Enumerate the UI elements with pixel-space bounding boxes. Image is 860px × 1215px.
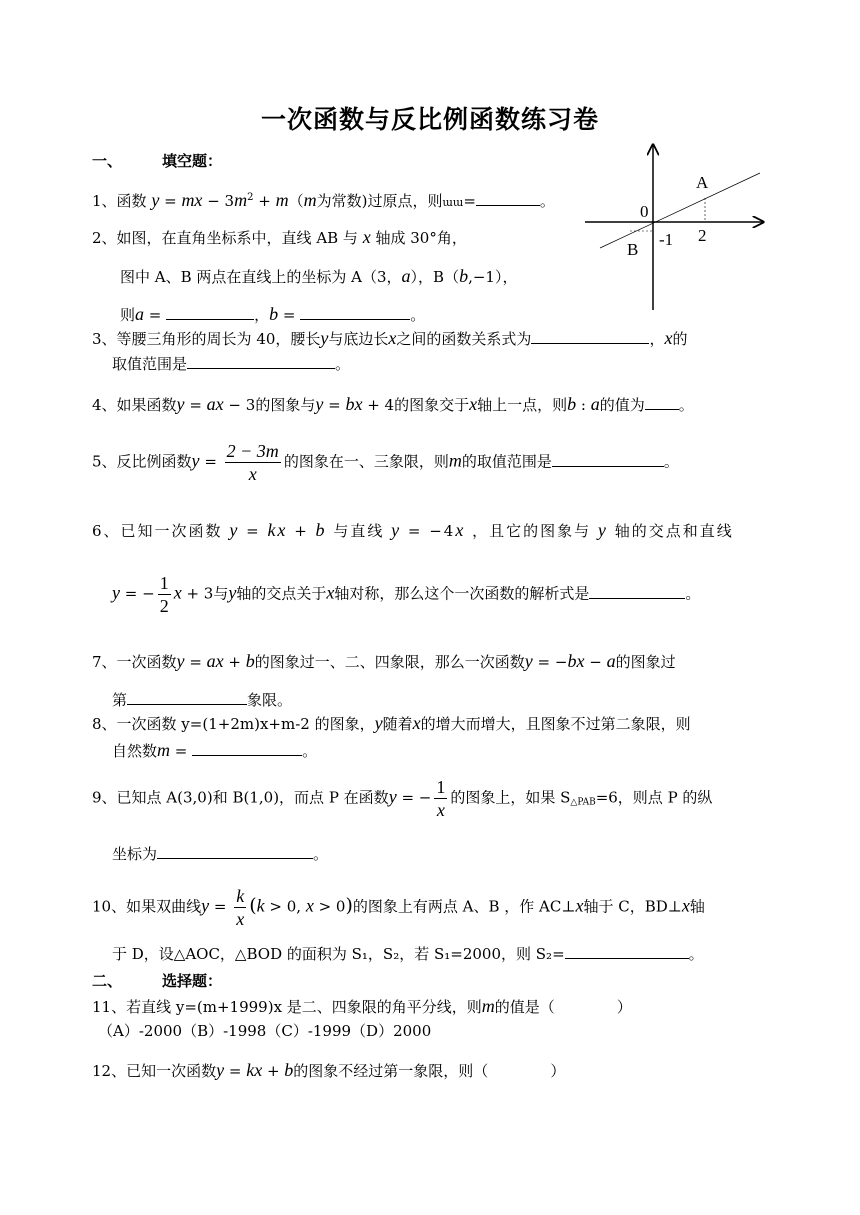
question-8-line-2: 自然数m = 。 xyxy=(112,740,318,760)
tick-2-label: 2 xyxy=(698,226,707,245)
answer-blank[interactable] xyxy=(127,690,247,705)
answer-blank[interactable] xyxy=(476,191,540,206)
question-5: 5、反比例函数y = $\frac{2 - 3m}{x}$ 的图象在一、三象限，则m的取值范围是 。 xyxy=(92,441,679,484)
answer-blank[interactable] xyxy=(645,395,679,410)
question-10-line-1: 10、如果双曲线y = $\frac{k}{x}$ (k > 0, x > 0)的图象上有两点 A、B ，作 AC⊥x轴于 C，BD⊥x轴 xyxy=(92,886,705,929)
answer-blank-a[interactable] xyxy=(166,305,254,320)
coordinate-figure xyxy=(585,140,775,315)
answer-blank[interactable] xyxy=(589,584,685,599)
answer-blank[interactable] xyxy=(531,329,649,344)
question-11-line-1: 11、若直线 y=(m+1999)x 是二、四象限的角平分线，则m的值是（ ） xyxy=(92,996,632,1016)
question-8-line-1: 8、一次函数 y=(1+2m)x+m-2 的图象，y随着x的增大而增大，且图象不过第二象限，则 xyxy=(92,713,691,733)
question-10-line-2: 于 D，设△AOC，△BOD 的面积为 S₁，S₂，若 S₁=2000，则 S₂= 。 xyxy=(112,945,704,963)
question-2-line-3: 则a = ，b = 。 xyxy=(120,304,426,324)
question-7-line-1: 7、一次函数y = ax + b的图象过一、二、四象限，那么一次函数y = −bx − a的图象过 xyxy=(92,651,676,671)
answer-blank-b[interactable] xyxy=(300,305,410,320)
question-3-line-2: 取值范围是 。 xyxy=(112,355,351,373)
answer-blank[interactable] xyxy=(157,844,313,859)
section-number: 一、 xyxy=(92,152,123,170)
question-12: 12、已知一次函数y = kx + b的图象不经过第一象限，则（ ） xyxy=(92,1060,566,1080)
question-6-line-2: y = − $\frac{1}{2}$ x + 3与y轴的交点关于x轴对称，那么这个一次函数的解析式是 。 xyxy=(112,573,701,616)
section-label: 填空题： xyxy=(162,152,223,170)
question-4: 4、如果函数y = ax − 3的图象与y = bx + 4的图象交于x轴上一点，则b : a的值为 。 xyxy=(92,394,694,414)
point-b-label: B xyxy=(627,240,639,259)
question-1: 1、函数 y = mx − $3m^2 + m(m$为常数)过原点，则ɯɯ= 。 xyxy=(92,190,555,210)
line-ab xyxy=(600,173,760,248)
tick-neg1-label: -1 xyxy=(659,230,674,249)
question-7-line-2: 第 象限。 xyxy=(112,691,293,709)
question-9-line-2: 坐标为 。 xyxy=(112,845,329,863)
page-title: 一次函数与反比例函数练习卷 xyxy=(260,105,599,134)
answer-blank[interactable] xyxy=(187,354,335,369)
question-6-line-1: 6、已知一次函数 y = kx + b 与直线 y = −4x ，且它的图象与 y 轴的交点和直线 xyxy=(92,520,734,540)
point-a-label: A xyxy=(696,173,709,192)
section-number: 二、 xyxy=(92,972,123,990)
section-label: 选择题： xyxy=(162,972,223,990)
origin-label: 0 xyxy=(640,202,649,221)
section-heading-choice xyxy=(92,970,222,991)
question-3-line-1: 3、等腰三角形的周长为 40，腰长y与底边长x之间的函数关系式为 ，x的 xyxy=(92,328,688,348)
question-11-options: （A）-2000（B）-1998（C）-1999（D）2000 xyxy=(98,1022,432,1040)
question-2-line-2: 图中 A、B 两点在直线上的坐标为 A（3，a），B（b,−1）， xyxy=(120,266,518,286)
answer-blank[interactable] xyxy=(192,741,302,756)
section-heading-fill-in xyxy=(92,150,222,171)
answer-blank[interactable] xyxy=(552,452,664,467)
answer-blank[interactable] xyxy=(565,944,689,959)
question-9-line-1: 9、已知点 A(3,0)和 B(1,0)，而点 P 在函数y = − $\frac{1}{x}$ 的图象上，如果 $S_{\triangle PAB}=6$，则点 P 的纵 xyxy=(92,777,713,820)
question-2-line-1: 2、如图，在直角坐标系中，直线 AB 与 x 轴成 30°角， xyxy=(92,227,467,247)
